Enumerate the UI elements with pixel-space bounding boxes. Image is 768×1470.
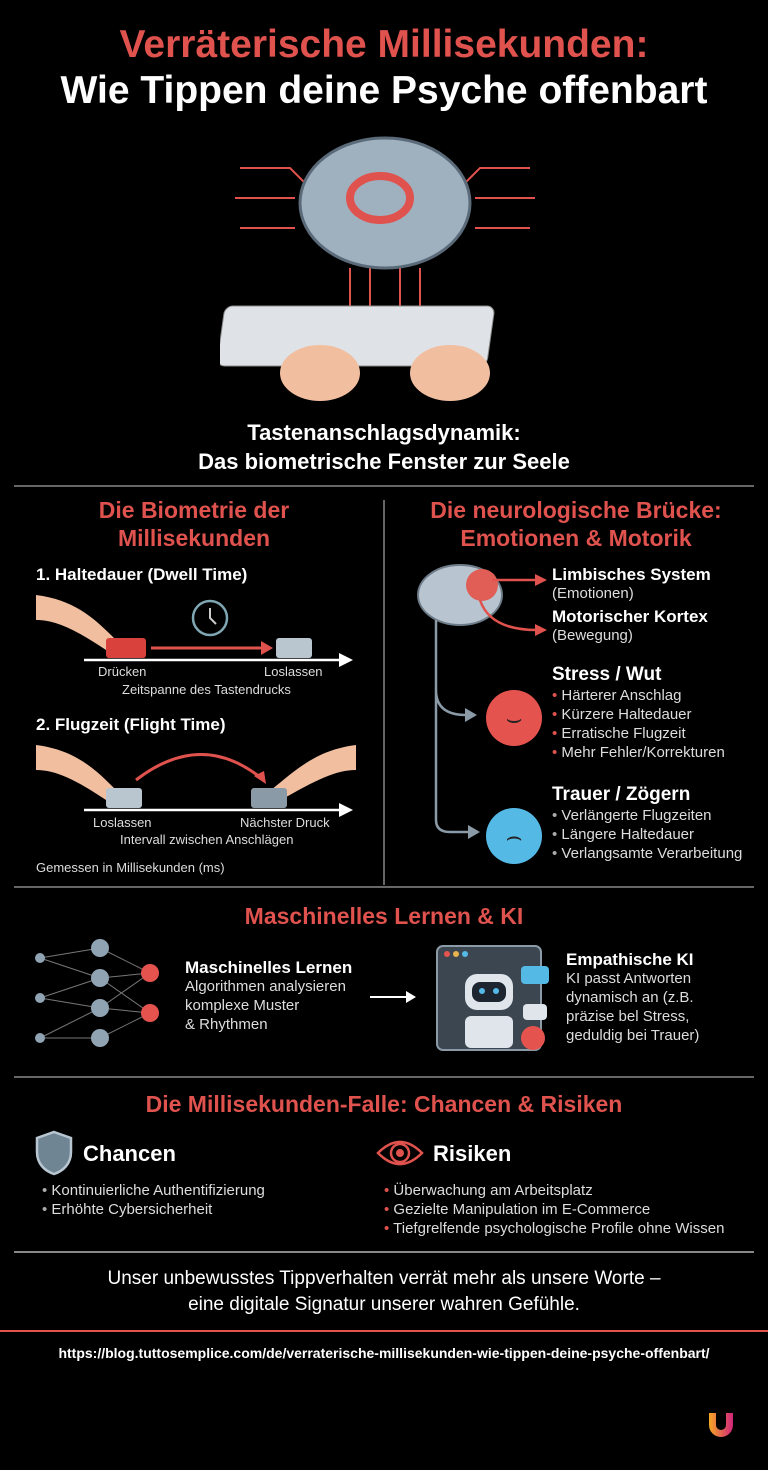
conclusion: Unser unbewusstes Tippverhalten verrät mehr als unsere Worte – eine digitale Signatur unserer wahren Gefühle. bbox=[107, 1268, 661, 1315]
released-key bbox=[276, 638, 312, 658]
trap-heading: Die Millisekunden-Falle: Chancen & Risiken bbox=[145, 1091, 623, 1117]
accent-divider bbox=[0, 1330, 768, 1332]
dwell-start-label: Drücken bbox=[98, 664, 147, 679]
stress-list: • Härterer Anschlag • Kürzere Haltedauer • Erratische Flugzeit • Mehr Fehler/Korrekturen bbox=[552, 686, 725, 762]
divider bbox=[14, 485, 754, 487]
chances-title: Chancen bbox=[83, 1141, 176, 1166]
measurement-note: Gemessen in Millisekunden (ms) bbox=[36, 860, 225, 875]
shield-icon bbox=[34, 1130, 74, 1176]
dwell-end-label: Loslassen bbox=[264, 664, 323, 679]
eye-icon bbox=[375, 1137, 425, 1169]
sad-face-icon: ⌢ bbox=[486, 808, 542, 864]
neuro-heading: Die neurologische Brücke: Emotionen & Motorik bbox=[430, 497, 722, 551]
brain-keyboard-illustration bbox=[220, 128, 550, 410]
ml-heading: Maschinelles Lernen & KI bbox=[244, 903, 524, 929]
motor-label: Motorischer Kortex (Bewegung) bbox=[552, 607, 708, 644]
risks-list: • Überwachung am Arbeitsplatz • Gezielte Manipulation im E-Commerce • Tiefgrelfende psychologische Profile ohne Wissen bbox=[384, 1181, 724, 1238]
risks-title: Risiken bbox=[433, 1141, 512, 1166]
flight-diagram bbox=[36, 740, 356, 820]
divider bbox=[14, 1076, 754, 1078]
sad-list: • Verlängerte Flugzeiten • Längere Haltedauer • Verlangsamte Verarbeitung bbox=[552, 806, 742, 863]
source-url[interactable]: https://blog.tuttosemplice.com/de/verraterische-millisekunden-wie-tippen-deine-psyche-offenbart/ bbox=[58, 1345, 710, 1361]
ml-text: Maschinelles Lernen Algorithmen analysieren komplexe Muster & Rhythmen bbox=[185, 958, 353, 1033]
flight-title: 2. Flugzeit (Flight Time) bbox=[36, 715, 226, 734]
divider bbox=[14, 1251, 754, 1253]
page-title: Verräterische Millisekunden: Wie Tippen deine Psyche offenbart bbox=[60, 23, 708, 112]
stress-title: Stress / Wut bbox=[552, 664, 662, 685]
dwell-title: 1. Haltedauer (Dwell Time) bbox=[36, 565, 248, 584]
chances-list: • Kontinuierliche Authentifizierung • Erhöhte Cybersicherheit bbox=[42, 1181, 265, 1219]
empathic-ai-text: Empathische KI KI passt Antworten dynamisch an (z.B. präzise bel Stress, geduldig bei Trauer) bbox=[566, 950, 700, 1044]
neural-network-icon bbox=[30, 938, 170, 1058]
divider-vertical bbox=[383, 500, 385, 885]
dwell-caption: Zeitspanne des Tastendrucks bbox=[122, 682, 291, 697]
flight-end-label: Nächster Druck bbox=[240, 815, 330, 830]
sad-title: Trauer / Zögern bbox=[552, 784, 691, 805]
dwell-diagram bbox=[36, 590, 356, 670]
brand-logo-icon bbox=[703, 1407, 739, 1443]
limbic-label: Limbisches System (Emotionen) bbox=[552, 565, 711, 602]
flight-caption: Intervall zwischen Anschlägen bbox=[120, 832, 294, 847]
biometrics-heading: Die Biometrie der Millisekunden bbox=[98, 497, 290, 551]
empathic-robot-icon bbox=[435, 944, 555, 1052]
subtitle: Tastenanschlagsdynamik: Das biometrische Fenster zur Seele bbox=[198, 420, 570, 474]
pressed-key bbox=[106, 638, 146, 658]
angry-face-icon: ⌣ bbox=[486, 690, 542, 746]
arrow-right-icon bbox=[368, 990, 418, 1004]
divider bbox=[14, 886, 754, 888]
flight-start-label: Loslassen bbox=[93, 815, 152, 830]
